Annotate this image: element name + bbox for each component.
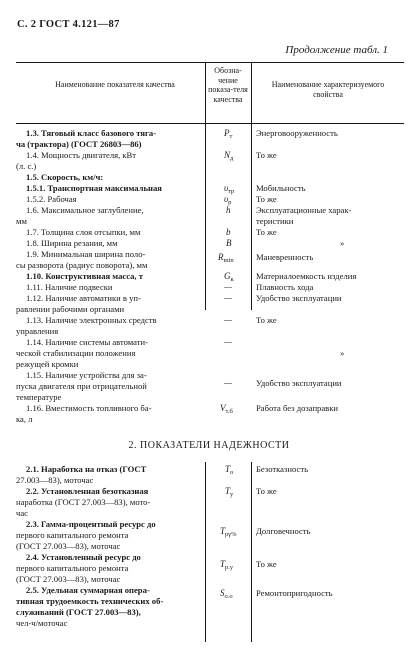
property-1-6-line-2: теристики	[256, 216, 294, 226]
page-number: С. 2 ГОСТ 4.121—87	[17, 19, 120, 30]
designation-1-16: $V_{т.б}$	[220, 403, 233, 415]
row-1-13-line-1: 1.13. Наличие электронных средств	[26, 315, 157, 325]
property-2-1: Безотказность	[256, 464, 308, 474]
column-divider-1-section-2	[205, 462, 206, 642]
designation-1-12: —	[224, 293, 233, 303]
designation-2-1: $T_о$	[225, 464, 234, 476]
row-2-3-line-2: первого капитального ремонта	[16, 530, 129, 540]
designation-1-13: —	[224, 315, 233, 325]
row-1-11: 1.11. Наличие подвески	[26, 282, 113, 292]
column-header-designation: Обозна-чение показа-теля качества	[208, 66, 248, 104]
row-1-12-line-1: 1.12. Наличие автоматики в уп-	[26, 293, 141, 303]
row-2-2-line-2: наработка (ГОСТ 27.003—83), мото-	[16, 497, 151, 507]
designation-1-8: B	[226, 238, 232, 248]
row-1-16-line-2: ка, л	[16, 414, 33, 424]
property-2-2: То же	[256, 486, 277, 496]
row-1-15-line-3: температуре	[16, 392, 62, 402]
row-2-2-line-1: 2.2. Установленная безотказная	[26, 486, 149, 496]
column-divider-1	[205, 62, 206, 310]
designation-1-5-2: $\upsilon_р$	[224, 194, 232, 206]
designation-1-15: —	[224, 378, 233, 388]
designation-2-2: $T_у$	[225, 486, 234, 498]
property-1-3: Энерговооруженность	[256, 128, 338, 138]
property-1-14: »	[340, 348, 345, 358]
column-header-name: Наименование показателя качества	[55, 80, 175, 89]
row-1-3-line-1: 1.3. Тяговый класс базового тяга-	[26, 128, 157, 138]
row-1-8: 1.8. Ширина резания, мм	[26, 238, 118, 248]
designation-1-5-1: $\upsilon_{тр}$	[224, 183, 235, 195]
row-1-14-line-2: ческой стабилизации положения	[16, 348, 136, 358]
designation-2-4: $T_{р.у}$	[220, 559, 234, 571]
row-1-9-line-2: сы разворота (радиус поворота), мм	[16, 260, 148, 270]
property-1-4: То же	[256, 150, 277, 160]
designation-1-11: —	[224, 282, 233, 292]
table-continuation-label: Продолжение табл. 1	[285, 44, 388, 56]
section-heading-reliability: 2. ПОКАЗАТЕЛИ НАДЕЖНОСТИ	[128, 440, 290, 451]
row-2-4-line-2: первого капитального ремонта	[16, 563, 129, 573]
designation-1-9: $R_{min}$	[218, 252, 234, 264]
row-2-1-line-1: 2.1. Наработка на отказ (ГОСТ	[26, 464, 147, 474]
row-1-5-2: 1.5.2. Рабочая	[26, 194, 77, 204]
property-1-6-line-1: Эксплуатационные харак-	[256, 205, 352, 215]
row-1-9-line-1: 1.9. Минимальная ширина поло-	[26, 249, 146, 259]
row-2-3-line-3: (ГОСТ 27.003—83), моточас	[16, 541, 121, 551]
designation-2-3: $T_{р\gamma\%}$	[220, 526, 237, 538]
row-1-10: 1.10. Конструктивная масса, т	[26, 271, 143, 281]
property-1-15: Удобство эксплуатации	[256, 378, 342, 388]
designation-1-10: $G_к$	[224, 271, 234, 283]
property-1-13: То же	[256, 315, 277, 325]
property-1-10: Материалоемкость изделия	[256, 271, 357, 281]
row-2-5-line-3: служиваний (ГОСТ 27.003—83),	[16, 607, 141, 617]
designation-2-5: $S_{о.о}$	[220, 588, 233, 600]
row-1-5: 1.5. Скорость, км/ч:	[26, 172, 104, 182]
row-2-3-line-1: 2.3. Гамма-процентный ресурс до	[26, 519, 156, 529]
row-1-14-line-1: 1.14. Наличие системы автомати-	[26, 337, 148, 347]
row-2-5-line-4: чел-ч/моточас	[16, 618, 68, 628]
property-2-3: Долговечность	[256, 526, 311, 536]
property-1-9: Маневренность	[256, 252, 314, 262]
row-1-6-line-1: 1.6. Максимальное заглубление,	[26, 205, 144, 215]
table-top-rule	[16, 62, 404, 63]
designation-1-14: —	[224, 337, 233, 347]
property-1-5-2: То же	[256, 194, 277, 204]
column-header-property: Наименование характеризуемого свойства	[271, 80, 385, 99]
row-2-5-line-2: тивная трудоемкость технических об-	[16, 596, 164, 606]
row-1-14-line-3: режущей кромки	[16, 359, 79, 369]
property-1-5-1: Мобильность	[256, 183, 306, 193]
row-1-7: 1.7. Толщина слоя отсыпки, мм	[26, 227, 141, 237]
property-1-11: Плавность хода	[256, 282, 314, 292]
row-2-2-line-3: час	[16, 508, 28, 518]
row-1-13-line-2: управления	[16, 326, 59, 336]
row-1-4-line-2: (л. с.)	[16, 161, 37, 171]
row-2-4-line-1: 2.4. Установленный ресурс до	[26, 552, 141, 562]
table-header-rule	[16, 123, 404, 124]
designation-1-4: $N_д$	[224, 150, 234, 162]
row-2-5-line-1: 2.5. Удельная суммарная опера-	[26, 585, 150, 595]
property-1-8: »	[340, 238, 345, 248]
property-2-4: То же	[256, 559, 277, 569]
row-1-16-line-1: 1.16. Вместимость топливного ба-	[26, 403, 152, 413]
row-1-12-line-2: равлении рабочими органами	[16, 304, 125, 314]
column-divider-2-section-2	[251, 462, 252, 642]
row-2-1-line-2: 27.003—83), моточас	[16, 475, 94, 485]
designation-1-7: b	[226, 227, 231, 237]
row-1-3-line-2: ча (трактора) (ГОСТ 26803—86)	[16, 139, 142, 149]
row-1-6-line-2: мм	[16, 216, 27, 226]
property-1-12: Удобство эксплуатации	[256, 293, 342, 303]
designation-1-6: h	[226, 205, 231, 215]
property-1-16: Работа без дозаправки	[256, 403, 339, 413]
row-1-4-line-1: 1.4. Мощность двигателя, кВт	[26, 150, 137, 160]
property-2-5: Ремонтопригодность	[256, 588, 333, 598]
property-1-7: То же	[256, 227, 277, 237]
row-2-4-line-3: (ГОСТ 27.003—83), моточас	[16, 574, 121, 584]
designation-1-3: $P_т$	[224, 128, 233, 140]
row-1-15-line-1: 1.15. Наличие устройства для за-	[26, 370, 147, 380]
column-divider-2	[251, 62, 252, 310]
row-1-15-line-2: пуска двигателя при отрицательной	[16, 381, 147, 391]
row-1-5-1: 1.5.1. Транспортная максимальная	[26, 183, 162, 193]
